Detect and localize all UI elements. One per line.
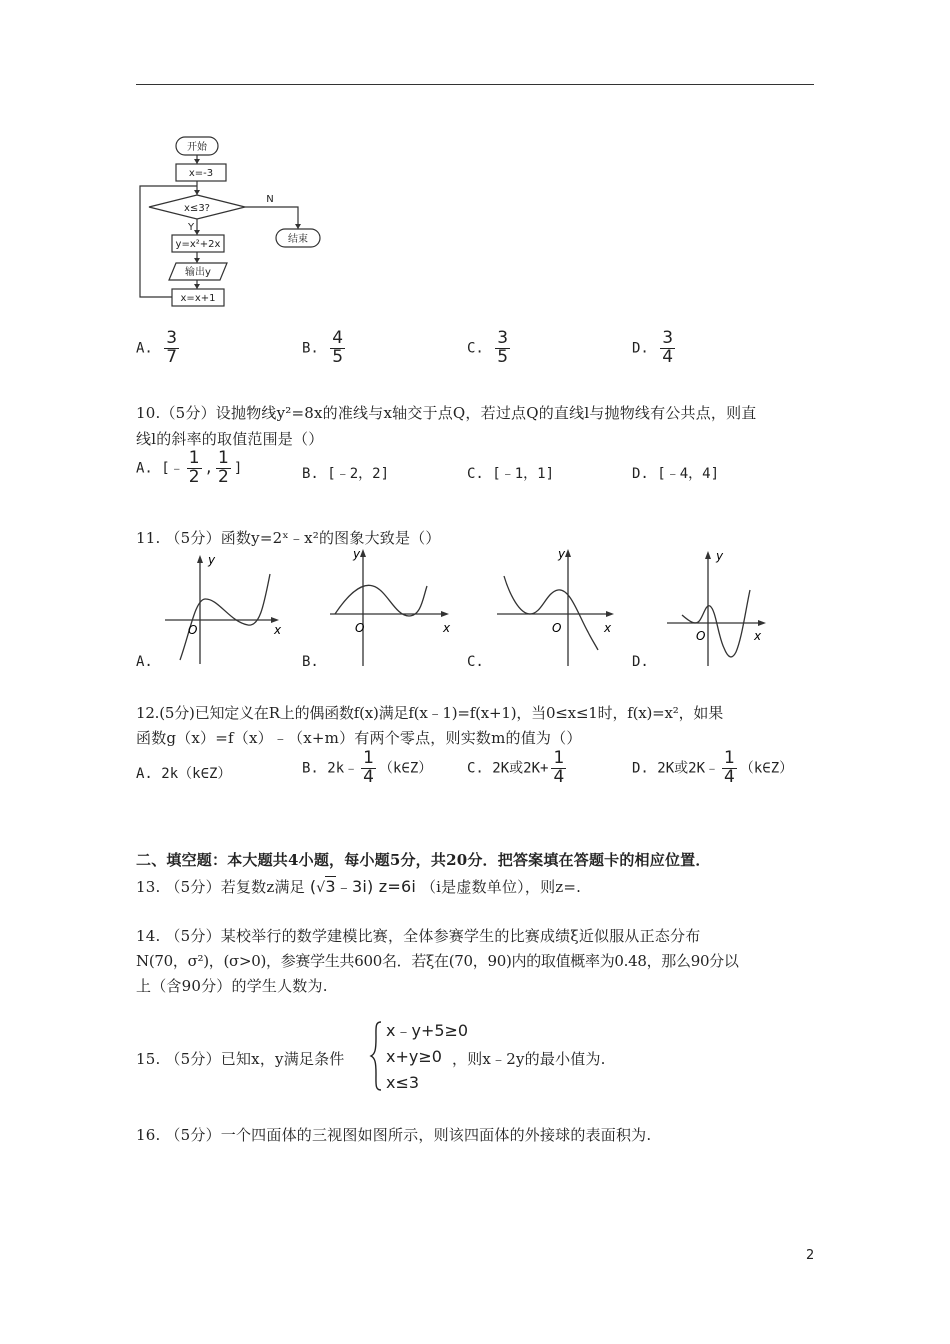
section-2-heading: 二、填空题：本大题共4小题，每小题5分，共20分．把答案填在答题卡的相应位置． [136, 851, 711, 869]
q9-c-den: 5 [497, 346, 509, 367]
q15-constraint-1: x﹣y+5≥0 [386, 1021, 469, 1040]
q15-pre: 15. （5分）已知x，y满足条件 [136, 1050, 345, 1068]
svg-text:y: y [558, 547, 566, 561]
svg-text:y: y [716, 549, 724, 563]
flowchart-yes-label: Y [187, 222, 195, 233]
flowchart-start-text: 开始 [187, 142, 207, 153]
q14-line2: N(70，σ²)，(σ>0)，参赛学生共600名．若ξ在(70，90)内的取值概率为0.48，那么90分以 [136, 952, 739, 970]
flowchart-init-text: x=-3 [188, 168, 214, 179]
q10-line2: 线l的斜率的取值范围是（） [136, 430, 324, 448]
flowchart-no-label: N [266, 194, 274, 205]
svg-text:x: x [274, 623, 282, 637]
q9-option-d: D. $\frac{3}{4}$ [632, 328, 674, 367]
q12-option-d: D. 2K或2K﹣ $\frac{1}{4}$ （k∈Z） [632, 748, 794, 787]
q12-option-b: B. 2k﹣ $\frac{1}{4}$ （k∈Z） [302, 748, 433, 787]
q10-option-a: A. [﹣ $\frac{1}{2}$ , $\frac{1}{2}$ ] [136, 448, 243, 487]
svg-text:O: O [355, 621, 365, 635]
q11-graph-c [492, 546, 617, 671]
q15-constraint-2: x+y≥0 [386, 1047, 442, 1066]
q9-b-den: 5 [332, 346, 344, 367]
flowchart-end-text: 结束 [288, 234, 308, 245]
svg-text:x: x [754, 629, 762, 643]
flowchart-increment-text: x=x+1 [180, 293, 216, 304]
q11-label-a: A. [136, 654, 153, 670]
q14-line1: 14. （5分）某校举行的数学建模比赛，全体参赛学生的比赛成绩ξ近似服从正态分布 [136, 927, 701, 945]
q10-option-c: C. [﹣1，1] [467, 466, 555, 482]
q11-stem: 11. （5分）函数y=2ˣ﹣x²的图象大致是（） [136, 529, 441, 547]
q12-option-c: C. 2K或2K+ $\frac{1}{4}$ [467, 748, 565, 787]
svg-text:x: x [443, 621, 451, 635]
flowchart-assign-text: y=x²+2x [175, 239, 221, 250]
q9-d-num: 3 [662, 328, 674, 348]
svg-text:x: x [604, 621, 612, 635]
q9-c-num: 3 [497, 328, 509, 348]
q10-option-b: B. [﹣2，2] [302, 466, 390, 482]
flowchart [130, 130, 330, 315]
q12-line1: 12.(5分)已知定义在R上的偶函数f(x)满足f(x﹣1)=f(x+1)，当0≤x≤1时，f(x)=x²，如果 [136, 704, 724, 722]
q10-line1: 10.（5分）设抛物线y²=8x的准线与x轴交于点Q，若过点Q的直线l与抛物线有公共点，则直 [136, 404, 757, 422]
q9-a-num: 3 [166, 328, 178, 348]
svg-text:O: O [188, 623, 198, 637]
q11-label-b: B. [302, 654, 319, 670]
page-number: 2 [806, 1248, 815, 1263]
q9-a-den: 7 [166, 346, 178, 367]
q15-post: ，则x﹣2y的最小值为. [452, 1050, 606, 1068]
q14-line3: 上（含90分）的学生人数为. [136, 977, 328, 995]
q9-d-den: 4 [662, 346, 674, 367]
q11-graph-b [325, 546, 455, 671]
q11-label-c: C. [467, 654, 484, 670]
q11-label-d: D. [632, 654, 649, 670]
q15-brace [369, 1020, 383, 1092]
svg-text:y: y [208, 553, 216, 567]
svg-text:y: y [353, 547, 361, 561]
flowchart-cond-text: x≤3? [184, 203, 210, 214]
header-rule [136, 84, 814, 85]
q9-b-num: 4 [332, 328, 344, 348]
q9-option-a: A. $\frac{3}{7}$ [136, 328, 178, 367]
q10-option-d: D. [﹣4，4] [632, 466, 720, 482]
q11-graph-d [662, 548, 772, 673]
q11-graph-a [160, 552, 285, 672]
q12-option-a: A. 2k（k∈Z） [136, 766, 232, 782]
q15-constraint-3: x≤3 [386, 1073, 420, 1092]
q12-line2: 函数g（x）=f（x）﹣（x+m）有两个零点，则实数m的值为（） [136, 729, 582, 747]
flowchart-output-text: 输出y [185, 267, 211, 278]
q9-option-b: B. $\frac{4}{5}$ [302, 328, 344, 367]
q13-expression: (√3﹣3i) z=6i [309, 877, 416, 896]
svg-text:O: O [552, 621, 562, 635]
q16: 16. （5分）一个四面体的三视图如图所示，则该四面体的外接球的表面积为. [136, 1126, 652, 1144]
q9-option-c: C. $\frac{3}{5}$ [467, 328, 509, 367]
svg-text:O: O [696, 629, 706, 643]
q13: 13. （5分）若复数z满足 (√3﹣3i) z=6i （i是虚数单位），则z=. [136, 877, 582, 896]
